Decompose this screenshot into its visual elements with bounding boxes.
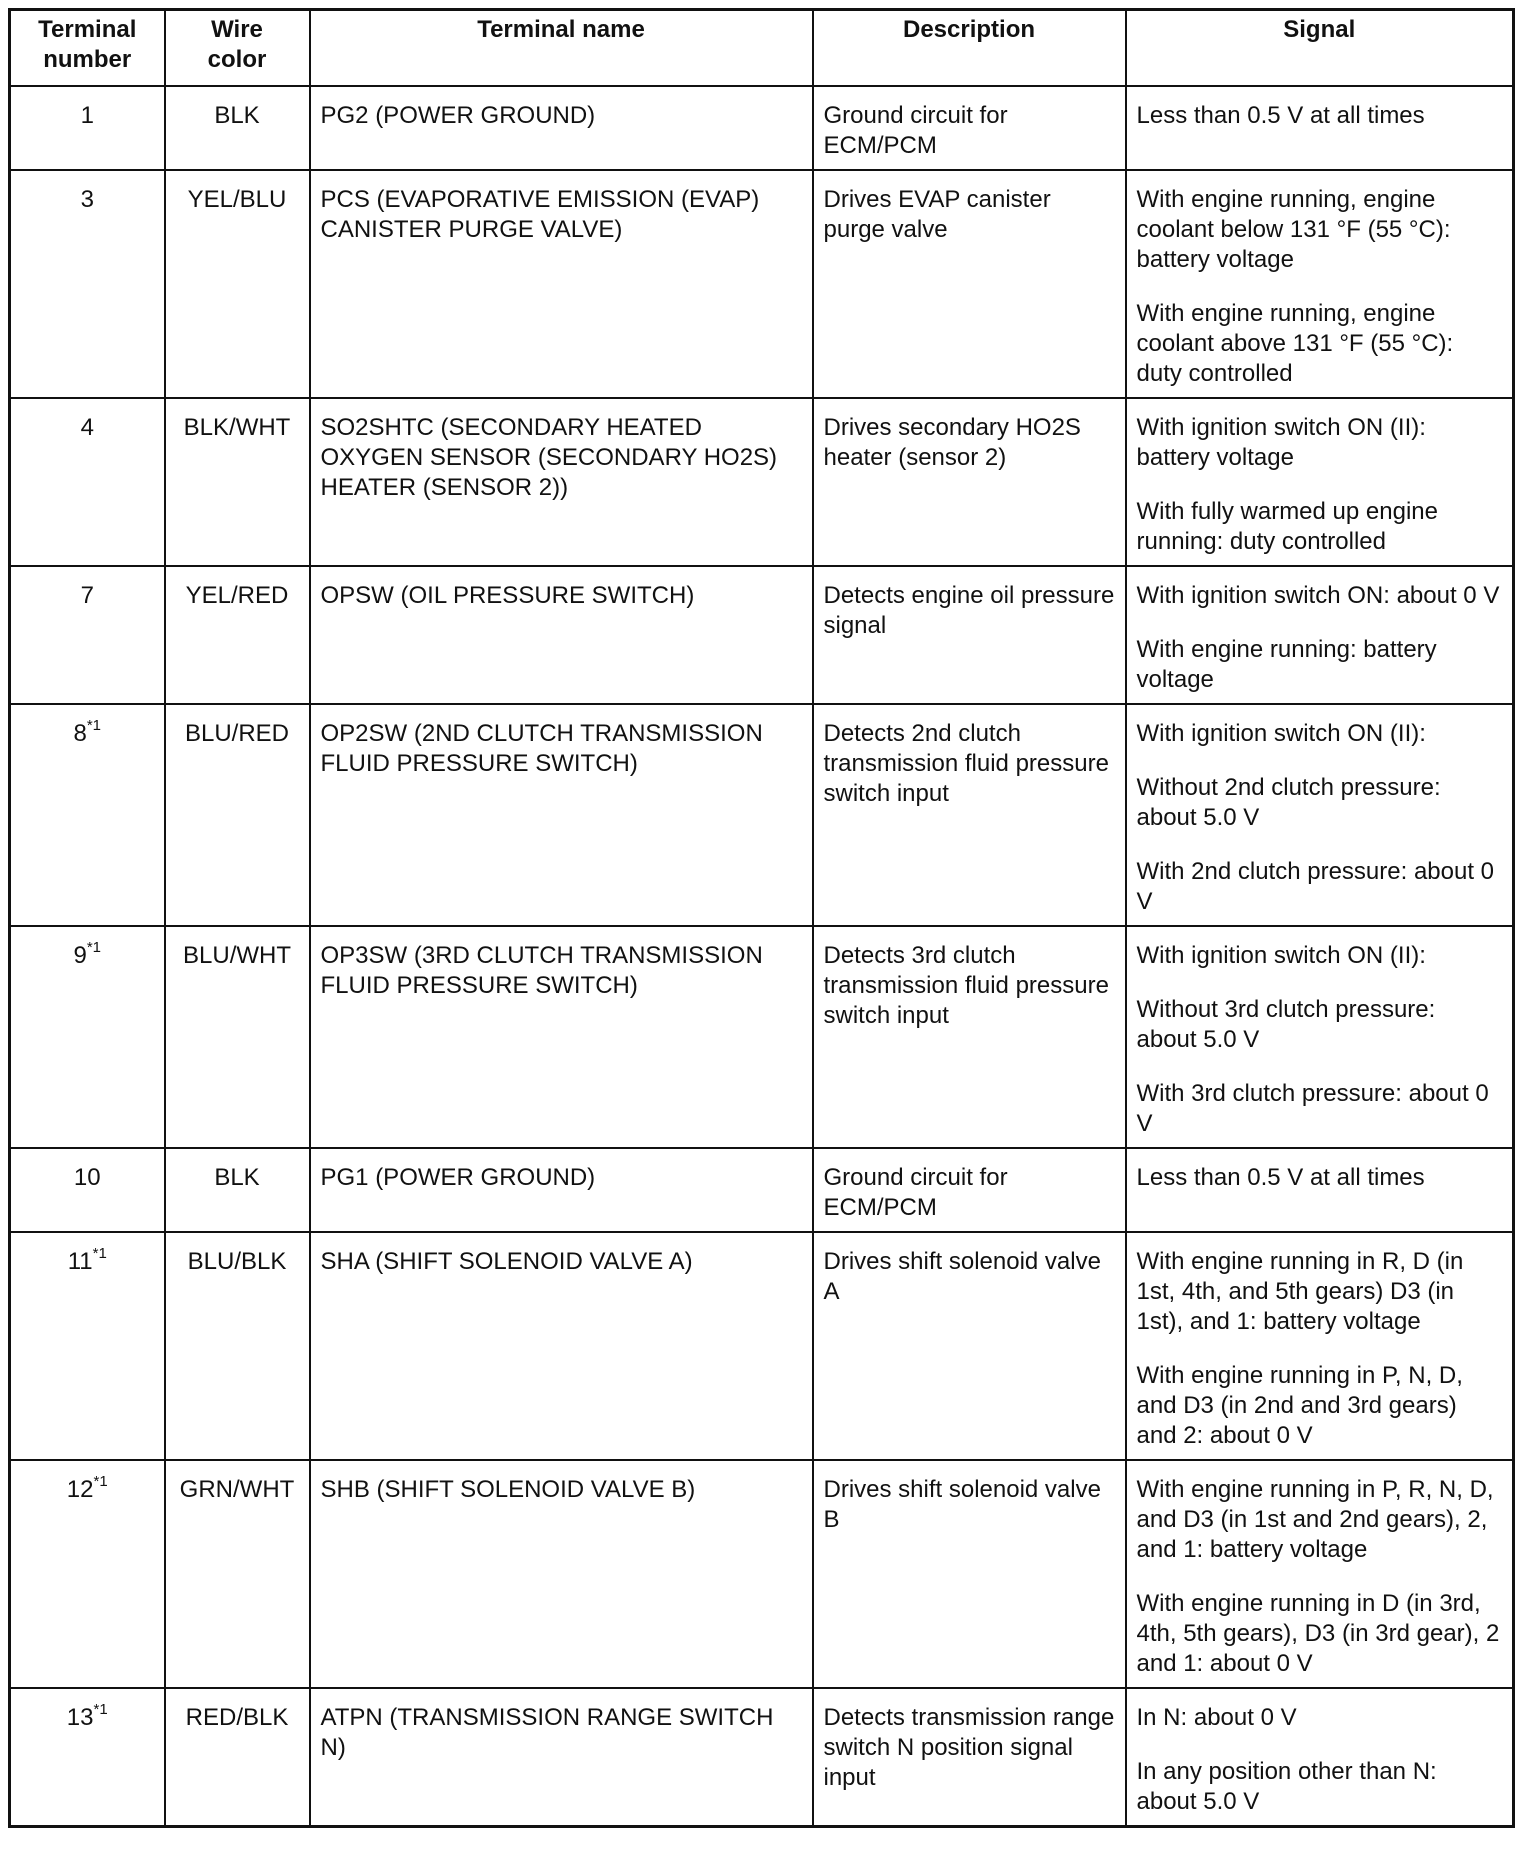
terminal-name-cell: OPSW (OIL PRESSURE SWITCH) [310, 566, 813, 704]
footnote-marker: *1 [93, 1700, 108, 1718]
signal-cell [1126, 1688, 1514, 1827]
wire-color-cell: BLU/BLK [165, 1232, 310, 1460]
terminal-number: 11 [67, 1247, 93, 1275]
terminal-number-cell [10, 1148, 165, 1232]
header-terminal-number: Terminal number [10, 10, 165, 86]
signal-cell [1126, 170, 1514, 398]
description-cell: Ground circuit for ECM/PCM [813, 1148, 1126, 1232]
terminal-number-cell [10, 926, 165, 1148]
footnote-marker: *1 [93, 1472, 108, 1490]
terminal-number: 9 [73, 941, 87, 969]
terminal-name-cell: SHB (SHIFT SOLENOID VALVE B) [310, 1460, 813, 1688]
terminal-number-cell [10, 704, 165, 926]
description-cell: Drives shift solenoid valve B [813, 1460, 1126, 1688]
description-cell: Detects 3rd clutch transmission fluid pressure switch input [813, 926, 1126, 1148]
table-row [10, 926, 1514, 1148]
table-row [10, 566, 1514, 704]
table-row [10, 398, 1514, 566]
signal-line: With ignition switch ON: about 0 V [1136, 581, 1500, 609]
signal-line: In any position other than N: about 5.0 V [1136, 1757, 1437, 1815]
header-terminal-name: Terminal name [310, 10, 813, 86]
terminal-name-cell: ATPN (TRANSMISSION RANGE SWITCH N) [310, 1688, 813, 1827]
terminal-number: 4 [80, 413, 94, 441]
terminal-name-cell: SHA (SHIFT SOLENOID VALVE A) [310, 1232, 813, 1460]
signal-line: With engine running, engine coolant below 131 °F (55 °C): battery voltage [1136, 185, 1451, 273]
wire-color-cell: BLK [165, 86, 310, 170]
signal-line: With 3rd clutch pressure: about 0 V [1136, 1079, 1489, 1137]
terminal-name-cell: PG2 (POWER GROUND) [310, 86, 813, 170]
signal-line: With engine running in D (in 3rd, 4th, 5th gears), D3 (in 3rd gear), 2 and 1: about 0 V [1136, 1589, 1500, 1677]
signal-cell [1126, 1232, 1514, 1460]
footnote-marker: *1 [86, 938, 102, 956]
signal-line: With engine running, engine coolant above 131 °F (55 °C): duty controlled [1136, 299, 1454, 387]
signal-line: With ignition switch ON (II): [1136, 719, 1426, 747]
table-row [10, 704, 1514, 926]
signal-line: With engine running in R, D (in 1st, 4th, and 5th gears) D3 (in 1st), and 1: battery voltage [1136, 1247, 1464, 1335]
signal-cell [1126, 398, 1514, 566]
table-row [10, 1688, 1514, 1827]
terminal-name-cell: PG1 (POWER GROUND) [310, 1148, 813, 1232]
terminal-name-cell: SO2SHTC (SECONDARY HEATED OXYGEN SENSOR (SECONDARY HO2S) HEATER (SENSOR 2)) [310, 398, 813, 566]
signal-line: Without 3rd clutch pressure: about 5.0 V [1136, 995, 1436, 1053]
signal-cell [1126, 566, 1514, 704]
terminal-number: 12 [66, 1475, 94, 1503]
signal-line: Without 2nd clutch pressure: about 5.0 V [1136, 773, 1441, 831]
wire-color-cell: BLK/WHT [165, 398, 310, 566]
terminal-number-cell [10, 86, 165, 170]
footnote-marker: *1 [92, 1244, 107, 1262]
terminal-number-cell [10, 1688, 165, 1827]
signal-line: Less than 0.5 V at all times [1136, 101, 1425, 129]
wire-color-cell: BLK [165, 1148, 310, 1232]
signal-line: With engine running in P, N, D, and D3 (in 2nd and 3rd gears) and 2: about 0 V [1136, 1361, 1463, 1449]
table-row [10, 1148, 1514, 1232]
signal-line: Less than 0.5 V at all times [1136, 1163, 1425, 1191]
signal-cell [1126, 704, 1514, 926]
signal-line: With 2nd clutch pressure: about 0 V [1136, 857, 1495, 915]
signal-cell [1126, 1148, 1514, 1232]
terminal-name-cell: OP2SW (2ND CLUTCH TRANSMISSION FLUID PRESSURE SWITCH) [310, 704, 813, 926]
signal-cell [1126, 86, 1514, 170]
terminal-number: 10 [73, 1163, 101, 1191]
wire-color-cell: GRN/WHT [165, 1460, 310, 1688]
terminal-number-cell [10, 1460, 165, 1688]
signal-line: In N: about 0 V [1136, 1703, 1297, 1731]
table-row [10, 86, 1514, 170]
terminal-number: 8 [73, 719, 87, 747]
table-row [10, 170, 1514, 398]
wire-color-cell: BLU/WHT [165, 926, 310, 1148]
signal-cell [1126, 1460, 1514, 1688]
signal-line: With engine running in P, R, N, D, and D3 (in 1st and 2nd gears), 2, and 1: battery voltage [1136, 1475, 1494, 1563]
header-wire-color: Wire color [165, 10, 310, 86]
terminal-number: 1 [80, 101, 94, 129]
description-cell: Drives secondary HO2S heater (sensor 2) [813, 398, 1126, 566]
wire-color-cell: BLU/RED [165, 704, 310, 926]
header-signal: Signal [1126, 10, 1514, 86]
terminal-number-cell [10, 170, 165, 398]
footnote-marker: *1 [86, 716, 102, 734]
terminal-name-cell: OP3SW (3RD CLUTCH TRANSMISSION FLUID PRESSURE SWITCH) [310, 926, 813, 1148]
signal-line: With engine running: battery voltage [1136, 635, 1437, 693]
description-cell: Drives EVAP canister purge valve [813, 170, 1126, 398]
description-cell: Detects 2nd clutch transmission fluid pressure switch input [813, 704, 1126, 926]
description-cell: Detects engine oil pressure signal [813, 566, 1126, 704]
wire-color-cell: YEL/RED [165, 566, 310, 704]
signal-cell [1126, 926, 1514, 1148]
header-description: Description [813, 10, 1126, 86]
description-cell: Ground circuit for ECM/PCM [813, 86, 1126, 170]
table-body [10, 86, 1514, 1827]
wire-color-cell: RED/BLK [165, 1688, 310, 1827]
terminal-number: 3 [80, 185, 94, 213]
description-cell: Detects transmission range switch N position signal input [813, 1688, 1126, 1827]
signal-line: With fully warmed up engine running: duty controlled [1136, 497, 1438, 555]
signal-line: With ignition switch ON (II): [1136, 941, 1426, 969]
terminal-number-cell [10, 566, 165, 704]
table-header-row [10, 10, 1514, 86]
terminal-number: 7 [80, 581, 94, 609]
terminal-number-cell [10, 1232, 165, 1460]
signal-line: With ignition switch ON (II): battery voltage [1136, 413, 1426, 471]
terminal-number: 13 [66, 1703, 94, 1731]
table-row [10, 1232, 1514, 1460]
wire-color-cell: YEL/BLU [165, 170, 310, 398]
terminal-table [8, 8, 1515, 1828]
description-cell: Drives shift solenoid valve A [813, 1232, 1126, 1460]
terminal-number-cell [10, 398, 165, 566]
terminal-table-sheet [8, 8, 1512, 1828]
terminal-name-cell: PCS (EVAPORATIVE EMISSION (EVAP) CANISTER PURGE VALVE) [310, 170, 813, 398]
table-row [10, 1460, 1514, 1688]
